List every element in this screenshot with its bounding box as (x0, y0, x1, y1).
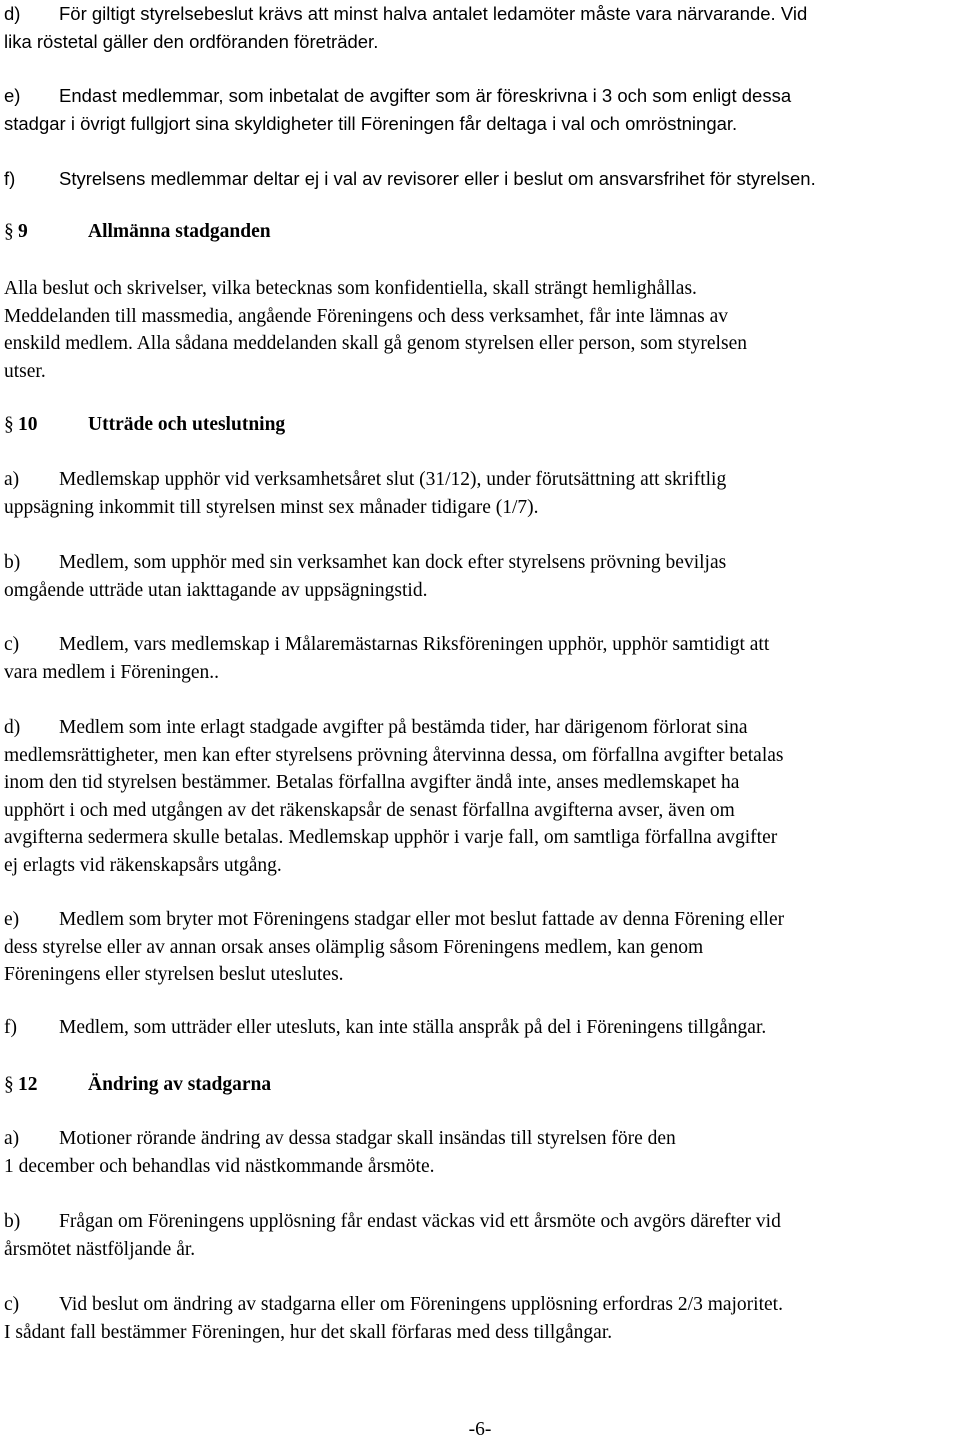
paragraph-10c (4, 631, 960, 686)
paragraph-10f (4, 1014, 960, 1042)
paragraph-12c (4, 1291, 960, 1346)
paragraph-line: utser. (4, 360, 46, 382)
paragraph-line: avgifterna sedermera skulle betalas. Medlemskap upphör i varje fall, om samtliga förfallna avgifter (4, 827, 778, 848)
paragraph-line: Endast medlemmar, som inbetalat de avgifter som är föreskrivna i 3 och som enligt dessa (59, 85, 792, 106)
paragraph-line: Föreningens eller styrelsen beslut uteslutes. (4, 964, 344, 985)
paragraph-line: Medlem, vars medlemskap i Målaremästarnas Riksföreningen upphör, upphör samtidigt att (59, 634, 770, 655)
paragraph-8f (4, 165, 960, 193)
paragraph-line: vara medlem i Föreningen.. (4, 661, 219, 683)
paragraph-line: Vid beslut om ändring av stadgarna eller om Föreningens upplösning erfordras 2/3 majoritet. (59, 1294, 783, 1315)
paragraph-line: Medlem som bryter mot Föreningens stadgar eller mot beslut fattade av denna Förening eller (59, 909, 785, 930)
section-number: 10 (18, 414, 38, 435)
paragraph-line: Medlemskap upphör vid verksamhetsåret slut (31/12), under förutsättning att skriftlig (59, 469, 727, 490)
item-label: b) (4, 1211, 21, 1232)
paragraph-line: omgående utträde utan iakttagande av uppsägningstid. (4, 579, 428, 601)
section-title: Utträde och uteslutning (88, 414, 286, 435)
item-label: f) (4, 168, 16, 189)
paragraph-line: 1 december och behandlas vid nästkommande årsmöte. (4, 1155, 435, 1177)
paragraph-line: Alla beslut och skrivelser, vilka betecknas som konfidentiella, skall strängt hemlighållas. (4, 278, 697, 299)
paragraph-8d (4, 0, 960, 55)
paragraph-12a (4, 1125, 960, 1180)
section-number: 9 (18, 221, 28, 242)
section-heading-9 (4, 218, 271, 246)
paragraph-line: Meddelanden till massmedia, angående Föreningens och dess verksamhet, får inte lämnas av (4, 305, 728, 327)
paragraph-10a (4, 466, 960, 521)
item-label: d) (4, 3, 21, 24)
paragraph-line: I sådant fall bestämmer Föreningen, hur det skall förfaras med dess tillgångar. (4, 1321, 613, 1343)
section-sign: § (4, 1074, 14, 1095)
paragraph-line: Medlem, som upphör med sin verksamhet kan dock efter styrelsens prövning beviljas (59, 552, 727, 573)
paragraph-line: dess styrelse eller av annan orsak anses olämplig såsom Föreningens medlem, kan genom (4, 936, 704, 958)
paragraph-line: inom den tid styrelsen bestämmer. Betalas förfallna avgifter ändå inte, anses medlemskapet ha (4, 772, 740, 793)
paragraph-line: upphört i och med utgången av det räkenskapsår de senast förfallna avgifterna avser, även om (4, 799, 735, 821)
paragraph-line: Motioner rörande ändring av dessa stadgar skall insändas till styrelsen före den (59, 1128, 676, 1149)
paragraph-line: årsmötet nästföljande år. (4, 1238, 196, 1260)
item-label: c) (4, 1294, 20, 1315)
paragraph-10e (4, 906, 960, 989)
page-number: -6- (468, 1419, 492, 1440)
item-label: a) (4, 1128, 20, 1149)
paragraph-line: uppsägning inkommit till styrelsen minst sex månader tidigare (1/7). (4, 496, 539, 518)
paragraph-line: Medlem som inte erlagt stadgade avgifter på bestämda tider, har därigenom förlorat sina (59, 717, 748, 738)
paragraph-line: lika röstetal gäller den ordföranden företräder. (4, 30, 379, 52)
item-label: d) (4, 717, 21, 738)
paragraph-line: Styrelsens medlemmar deltar ej i val av revisorer eller i beslut om ansvarsfrihet för styrelsen. (59, 168, 816, 189)
section-heading-10 (4, 411, 285, 439)
paragraph-12b (4, 1208, 960, 1263)
section-number: 12 (18, 1074, 38, 1095)
paragraph-9 (4, 275, 960, 385)
item-label: e) (4, 85, 21, 106)
paragraph-line: ej erlagts vid räkenskapsårs utgång. (4, 854, 282, 876)
item-label: f) (4, 1017, 17, 1038)
section-title: Allmänna stadganden (88, 221, 271, 242)
section-heading-12 (4, 1071, 271, 1099)
paragraph-line: enskild medlem. Alla sådana meddelanden skall gå genom styrelsen eller person, som styrelsen (4, 333, 747, 354)
paragraph-10b (4, 549, 960, 604)
item-label: a) (4, 469, 20, 490)
section-sign: § (4, 414, 14, 435)
item-label: c) (4, 634, 20, 655)
paragraph-8e (4, 82, 960, 137)
paragraph-line: medlemsrättigheter, men kan efter styrelsens prövning återvinna dessa, om förfallna avgifter betalas (4, 744, 784, 766)
paragraph-line: Frågan om Föreningens upplösning får endast väckas vid ett årsmöte och avgörs därefter vid (59, 1211, 781, 1232)
paragraph-10d (4, 714, 960, 879)
section-sign: § (4, 221, 14, 242)
paragraph-line: Medlem, som utträder eller utesluts, kan inte ställa anspråk på del i Föreningens tillgångar. (59, 1017, 767, 1038)
paragraph-line: stadgar i övrigt fullgjort sina skyldigheter till Föreningen får deltaga i val och omröstningar. (4, 112, 738, 134)
paragraph-line: För giltigt styrelsebeslut krävs att minst halva antalet ledamöter måste vara närvarande. Vid (59, 3, 808, 24)
section-title: Ändring av stadgarna (88, 1074, 272, 1095)
item-label: e) (4, 909, 20, 930)
item-label: b) (4, 552, 21, 573)
